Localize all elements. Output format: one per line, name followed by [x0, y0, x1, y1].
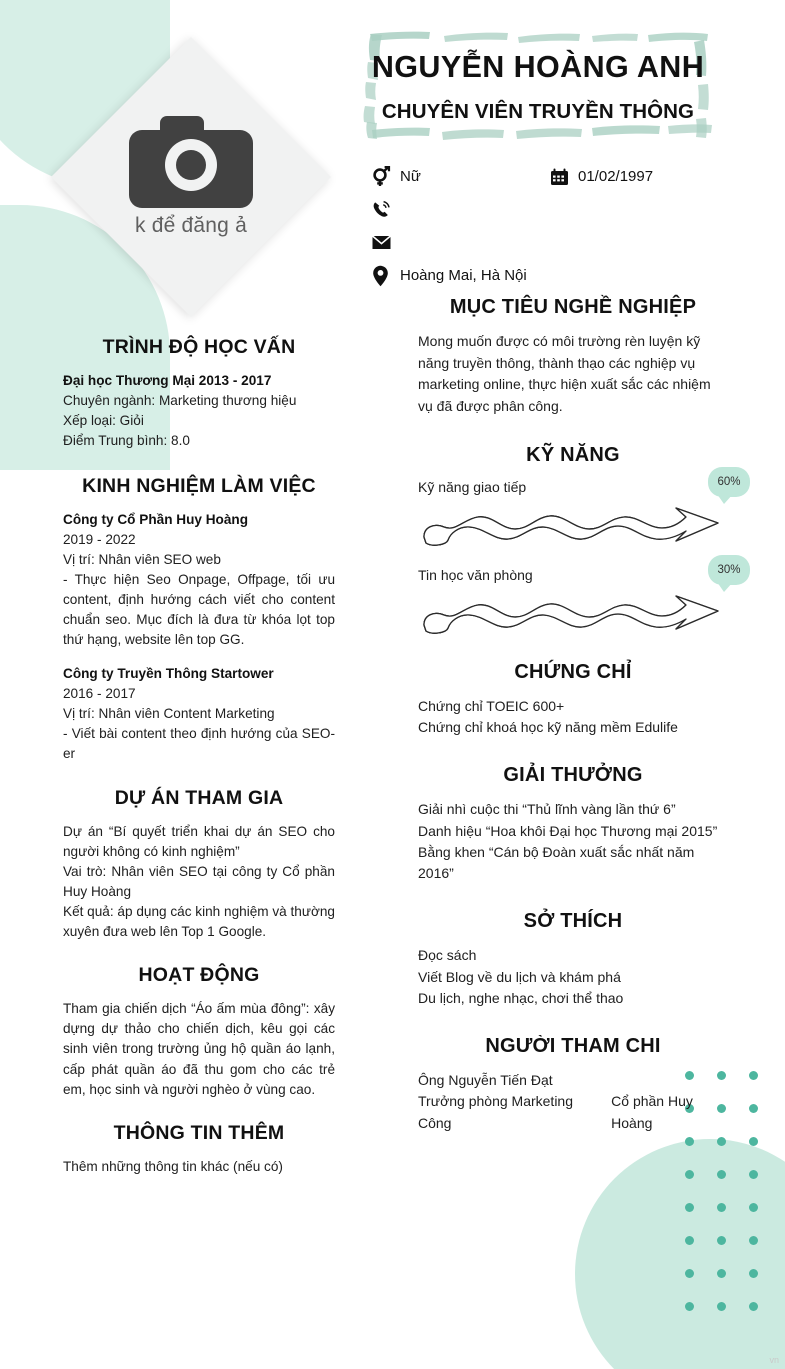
watermark: vn — [769, 1355, 779, 1365]
section-title-certificates: CHỨNG CHỈ — [514, 660, 632, 683]
gender-value: Nữ — [400, 168, 421, 185]
decor-dot — [685, 1269, 694, 1278]
skill-percent-badge: 30% — [708, 555, 750, 585]
project-line: Vai trò: Nhân viên SEO tại công ty Cổ phần Huy Hoàng — [63, 863, 335, 899]
experience-item — [63, 510, 335, 650]
section-projects — [63, 787, 335, 943]
skill-item — [418, 563, 741, 635]
education-line: Chuyên ngành: Marketing thương hiệu — [63, 392, 297, 408]
decor-dot — [749, 1104, 758, 1113]
decor-dot — [685, 1236, 694, 1245]
section-awards — [418, 764, 728, 884]
decor-dot — [717, 1170, 726, 1179]
gender-icon — [372, 166, 400, 187]
phone-icon — [372, 200, 400, 219]
decor-dot — [749, 1071, 758, 1080]
experience-company: Công ty Cổ Phần Huy Hoàng — [63, 512, 249, 528]
reference-name: Ông Nguyễn Tiến Đạt — [418, 1072, 553, 1089]
section-title-experience: KINH NGHIỆM LÀM VIỆC — [82, 475, 316, 498]
decor-dot — [717, 1236, 726, 1245]
award-line: Danh hiệu “Hoa khôi Đại học Thương mại 2015” — [418, 822, 718, 839]
decor-dot — [717, 1203, 726, 1212]
section-title-projects: DỰ ÁN THAM GIA — [114, 786, 284, 809]
skill-label: Tin học văn phòng — [418, 566, 533, 583]
hobby-line: Viết Blog về du lịch và khám phá — [418, 968, 621, 985]
contact-row-phone — [372, 193, 772, 226]
section-title-hobbies: SỞ THÍCH — [523, 910, 623, 933]
hobby-line: Du lịch, nghe nhạc, chơi thể thao — [418, 989, 624, 1006]
experience-period: 2016 - 2017 — [63, 686, 136, 702]
contact-row-gender — [372, 160, 772, 193]
section-title-education: TRÌNH ĐỘ HỌC VẤN — [102, 336, 296, 358]
decor-dot — [749, 1170, 758, 1179]
section-title-activities: HOẠT ĐỘNG — [138, 964, 260, 987]
section-title-references: NGƯỜI THAM CHI — [485, 1035, 661, 1058]
objective-text: Mong muốn được có môi trường rèn luyện kỹ năng truyền thông, thành thạo các nghiệp vụ marketing online, thực hiện xuất sắc các nhiệm vụ đã được phân công. — [418, 333, 711, 415]
education-line: Điểm Trung bình: 8.0 — [63, 432, 190, 448]
decor-dot — [749, 1203, 758, 1212]
candidate-job-title: CHUYÊN VIÊN TRUYỀN THÔNG — [381, 100, 695, 123]
section-title-more-info: THÔNG TIN THÊM — [113, 1121, 285, 1144]
section-title-awards: GIẢI THƯỞNG — [503, 764, 643, 787]
candidate-name: NGUYỄN HOÀNG ANH — [371, 50, 705, 84]
right-column — [418, 296, 741, 1152]
contact-info — [372, 160, 772, 292]
decor-dot — [749, 1236, 758, 1245]
contact-birthdate — [550, 160, 653, 193]
experience-description: - Thực hiện Seo Onpage, Offpage, tối ưu content, định hướng cách viết cho content chuẩn seo. Mục đích là đưa từ khóa lọt top thứ hạng, website lên top GG. — [63, 571, 335, 648]
photo-upload-label: k để đăng ả — [135, 214, 247, 237]
birthdate-value: 01/02/1997 — [578, 168, 654, 185]
experience-position: Vị trí: Nhân viên Content Marketing — [63, 706, 275, 722]
experience-company: Công ty Truyền Thông Startower — [63, 666, 274, 682]
experience-period: 2019 - 2022 — [63, 531, 136, 547]
project-line: Kết quả: áp dụng các kinh nghiệm và thường xuyên đưa web lên Top 1 Google. — [63, 903, 335, 940]
section-objective — [418, 296, 728, 418]
skill-label: Kỹ năng giao tiếp — [418, 478, 527, 495]
experience-item — [63, 664, 335, 764]
skill-percent-badge: 60% — [708, 467, 750, 497]
decor-dot — [749, 1302, 758, 1311]
education-school: Đại học Thương Mại 2013 - 2017 — [63, 373, 272, 388]
reference-role-part-a: Trưởng phòng Marketing Công — [418, 1093, 573, 1131]
skill-item — [418, 475, 741, 547]
section-hobbies — [418, 910, 728, 1009]
section-activities — [63, 964, 335, 1100]
experience-description: - Viết bài content theo định hướng của SEO-er — [63, 726, 335, 762]
section-education — [63, 336, 335, 451]
reference-role — [418, 1091, 728, 1134]
certificate-line: Chứng chỉ TOEIC 600+ — [418, 697, 565, 714]
contact-row-location — [372, 259, 772, 292]
skill-arrow-icon — [418, 501, 748, 547]
decor-dot — [749, 1137, 758, 1146]
project-line: Dự án “Bí quyết triển khai dự án SEO cho người không có kinh nghiệm” — [63, 823, 335, 859]
section-more-info — [63, 1122, 335, 1177]
section-references — [418, 1035, 728, 1134]
reference-role-part-b: Cổ phần Huy Hoàng — [611, 1093, 693, 1131]
location-pin-icon — [372, 265, 400, 287]
hobby-line: Đọc sách — [418, 947, 477, 964]
award-line: Bằng khen “Cán bộ Đoàn xuất sắc nhất năm 2016” — [418, 843, 695, 882]
section-title-objective: MỤC TIÊU NGHỀ NGHIỆP — [449, 296, 697, 318]
experience-position: Vị trí: Nhân viên SEO web — [63, 551, 221, 567]
education-line: Xếp loại: Giỏi — [63, 412, 144, 428]
certificate-line: Chứng chỉ khoá học kỹ năng mềm Edulife — [418, 719, 678, 736]
envelope-icon — [372, 235, 400, 250]
decor-dot — [717, 1302, 726, 1311]
calendar-icon — [550, 168, 578, 186]
activities-text: Tham gia chiến dịch “Áo ấm mùa đông”: xây dựng dự thảo cho chiến dịch, kêu gọi các sinh viên trong trường ủng hộ quần áo lạnh, cấp phát quần áo đã thu gom cho các trẻ em, học sinh và người nghèo ở vùng cao. — [63, 1001, 335, 1097]
left-column — [63, 336, 335, 1195]
brush-frame-decoration — [352, 26, 724, 148]
section-skills — [418, 443, 741, 635]
section-title-skills: KỸ NĂNG — [526, 443, 620, 466]
section-experience — [63, 475, 335, 765]
decor-dot — [749, 1269, 758, 1278]
decor-dot — [717, 1269, 726, 1278]
contact-row-email — [372, 226, 772, 259]
location-value: Hoàng Mai, Hà Nội — [400, 267, 527, 284]
award-line: Giải nhì cuộc thi “Thủ lĩnh vàng lần thứ 6” — [418, 801, 676, 818]
photo-upload-placeholder[interactable] — [52, 38, 330, 316]
decor-dot — [685, 1302, 694, 1311]
decor-dot — [685, 1170, 694, 1179]
header-block — [352, 26, 724, 148]
section-certificates — [418, 661, 728, 739]
camera-icon — [129, 116, 253, 208]
more-info-text: Thêm những thông tin khác (nếu có) — [63, 1158, 283, 1174]
skill-arrow-icon — [418, 589, 748, 635]
decor-dot — [685, 1203, 694, 1212]
